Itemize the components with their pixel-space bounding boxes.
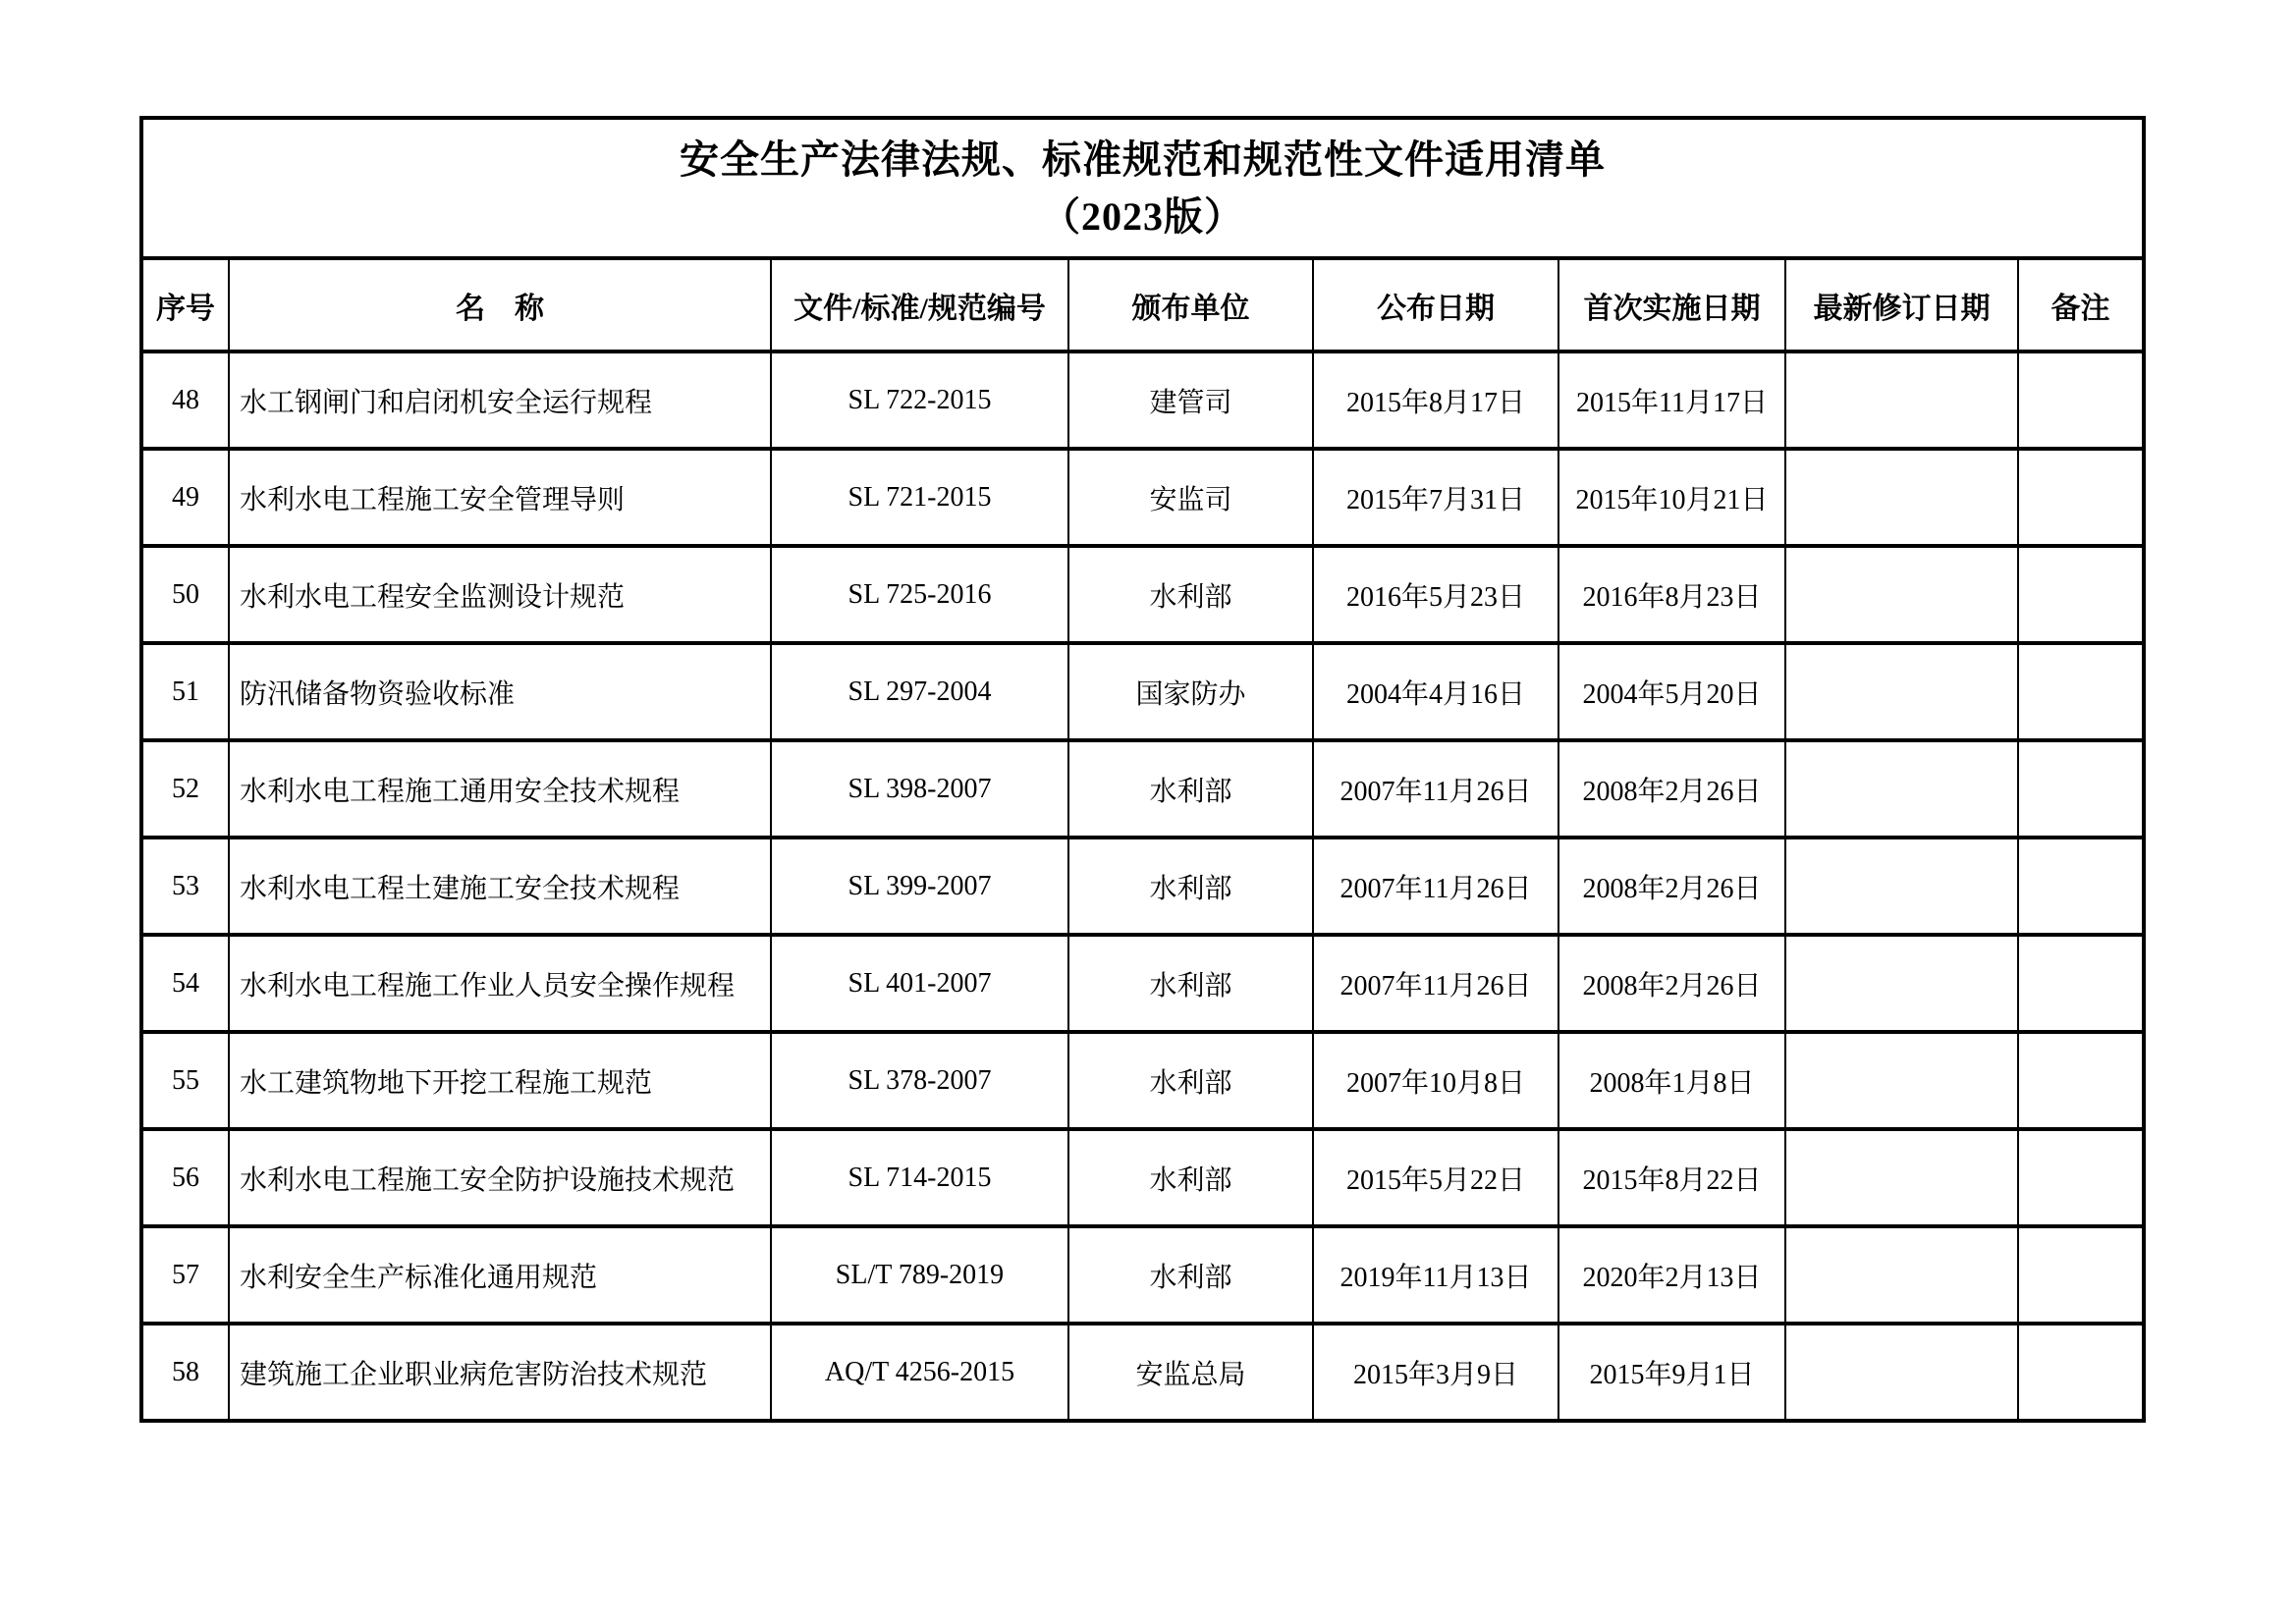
first-impl-date-cell: 2004年5月20日	[1558, 643, 1785, 740]
first-impl-date-cell: 2015年11月17日	[1558, 352, 1785, 449]
table-row	[141, 1226, 2144, 1324]
publish-date-cell: 2007年11月26日	[1313, 935, 1558, 1032]
first-impl-date-cell: 2015年8月22日	[1558, 1129, 1785, 1226]
unit-cell: 水利部	[1068, 740, 1313, 838]
code-cell: SL 714-2015	[771, 1129, 1068, 1226]
row-number-cell: 48	[141, 352, 229, 449]
revision-date-cell	[1785, 838, 2018, 935]
revision-date-cell	[1785, 1129, 2018, 1226]
remark-cell	[2018, 740, 2144, 838]
name-cell: 水利安全生产标准化通用规范	[229, 1226, 771, 1324]
table-row	[141, 1324, 2144, 1421]
row-number-cell: 50	[141, 546, 229, 643]
remark-cell	[2018, 1226, 2144, 1324]
name-cell: 水利水电工程施工通用安全技术规程	[229, 740, 771, 838]
table-row	[141, 1032, 2144, 1129]
column-header-first-impl-date: 首次实施日期	[1558, 258, 1785, 352]
remark-cell	[2018, 643, 2144, 740]
row-number-cell: 58	[141, 1324, 229, 1421]
code-cell: SL 721-2015	[771, 449, 1068, 546]
remark-cell	[2018, 1129, 2144, 1226]
remark-cell	[2018, 935, 2144, 1032]
name-cell: 水工建筑物地下开挖工程施工规范	[229, 1032, 771, 1129]
row-number-cell: 53	[141, 838, 229, 935]
revision-date-cell	[1785, 352, 2018, 449]
row-number-cell: 56	[141, 1129, 229, 1226]
publish-date-cell: 2007年11月26日	[1313, 740, 1558, 838]
publish-date-cell: 2015年5月22日	[1313, 1129, 1558, 1226]
code-cell: SL 725-2016	[771, 546, 1068, 643]
unit-cell: 水利部	[1068, 838, 1313, 935]
revision-date-cell	[1785, 1324, 2018, 1421]
revision-date-cell	[1785, 449, 2018, 546]
table-row	[141, 1129, 2144, 1226]
revision-date-cell	[1785, 1226, 2018, 1324]
first-impl-date-cell: 2008年2月26日	[1558, 935, 1785, 1032]
code-cell: SL/T 789-2019	[771, 1226, 1068, 1324]
publish-date-cell: 2015年8月17日	[1313, 352, 1558, 449]
code-cell: SL 297-2004	[771, 643, 1068, 740]
unit-cell: 水利部	[1068, 1032, 1313, 1129]
publish-date-cell: 2004年4月16日	[1313, 643, 1558, 740]
name-cell: 水利水电工程土建施工安全技术规程	[229, 838, 771, 935]
document-title-line2: （2023版）	[1041, 193, 1244, 239]
code-cell: SL 401-2007	[771, 935, 1068, 1032]
column-header-remark: 备注	[2018, 258, 2144, 352]
table-header-row	[141, 258, 2144, 352]
remark-cell	[2018, 838, 2144, 935]
publish-date-cell: 2007年10月8日	[1313, 1032, 1558, 1129]
unit-cell: 水利部	[1068, 935, 1313, 1032]
name-cell: 水利水电工程安全监测设计规范	[229, 546, 771, 643]
table-row	[141, 352, 2144, 449]
publish-date-cell: 2015年3月9日	[1313, 1324, 1558, 1421]
regulations-table	[139, 116, 2146, 1423]
revision-date-cell	[1785, 643, 2018, 740]
first-impl-date-cell: 2016年8月23日	[1558, 546, 1785, 643]
remark-cell	[2018, 546, 2144, 643]
code-cell: AQ/T 4256-2015	[771, 1324, 1068, 1421]
revision-date-cell	[1785, 1032, 2018, 1129]
column-header-unit: 颁布单位	[1068, 258, 1313, 352]
name-cell: 建筑施工企业职业病危害防治技术规范	[229, 1324, 771, 1421]
document-title-line1: 安全生产法律法规、标准规范和规范性文件适用清单	[680, 136, 1606, 182]
unit-cell: 安监总局	[1068, 1324, 1313, 1421]
name-cell: 水利水电工程施工安全防护设施技术规范	[229, 1129, 771, 1226]
table-body	[141, 352, 2144, 1421]
first-impl-date-cell: 2015年10月21日	[1558, 449, 1785, 546]
revision-date-cell	[1785, 935, 2018, 1032]
first-impl-date-cell: 2008年1月8日	[1558, 1032, 1785, 1129]
name-cell: 水利水电工程施工作业人员安全操作规程	[229, 935, 771, 1032]
row-number-cell: 54	[141, 935, 229, 1032]
column-header-name: 名 称	[229, 258, 771, 352]
unit-cell: 水利部	[1068, 1226, 1313, 1324]
row-number-cell: 52	[141, 740, 229, 838]
publish-date-cell: 2019年11月13日	[1313, 1226, 1558, 1324]
table-row	[141, 935, 2144, 1032]
column-header-code: 文件/标准/规范编号	[771, 258, 1068, 352]
remark-cell	[2018, 1032, 2144, 1129]
name-cell: 防汛储备物资验收标准	[229, 643, 771, 740]
title-row	[141, 118, 2144, 258]
first-impl-date-cell: 2015年9月1日	[1558, 1324, 1785, 1421]
revision-date-cell	[1785, 740, 2018, 838]
publish-date-cell: 2007年11月26日	[1313, 838, 1558, 935]
table-row	[141, 740, 2144, 838]
code-cell: SL 398-2007	[771, 740, 1068, 838]
row-number-cell: 57	[141, 1226, 229, 1324]
column-header-revision-date: 最新修订日期	[1785, 258, 2018, 352]
document-title	[141, 118, 2144, 258]
table-row	[141, 449, 2144, 546]
remark-cell	[2018, 352, 2144, 449]
table-row	[141, 838, 2144, 935]
unit-cell: 建管司	[1068, 352, 1313, 449]
revision-date-cell	[1785, 546, 2018, 643]
table-row	[141, 546, 2144, 643]
code-cell: SL 378-2007	[771, 1032, 1068, 1129]
remark-cell	[2018, 449, 2144, 546]
publish-date-cell: 2015年7月31日	[1313, 449, 1558, 546]
column-header-publish-date: 公布日期	[1313, 258, 1558, 352]
publish-date-cell: 2016年5月23日	[1313, 546, 1558, 643]
remark-cell	[2018, 1324, 2144, 1421]
unit-cell: 水利部	[1068, 1129, 1313, 1226]
code-cell: SL 399-2007	[771, 838, 1068, 935]
name-cell: 水工钢闸门和启闭机安全运行规程	[229, 352, 771, 449]
name-cell: 水利水电工程施工安全管理导则	[229, 449, 771, 546]
first-impl-date-cell: 2008年2月26日	[1558, 740, 1785, 838]
first-impl-date-cell: 2008年2月26日	[1558, 838, 1785, 935]
column-header-num: 序号	[141, 258, 229, 352]
unit-cell: 国家防办	[1068, 643, 1313, 740]
code-cell: SL 722-2015	[771, 352, 1068, 449]
row-number-cell: 55	[141, 1032, 229, 1129]
row-number-cell: 49	[141, 449, 229, 546]
table-row	[141, 643, 2144, 740]
unit-cell: 水利部	[1068, 546, 1313, 643]
first-impl-date-cell: 2020年2月13日	[1558, 1226, 1785, 1324]
unit-cell: 安监司	[1068, 449, 1313, 546]
row-number-cell: 51	[141, 643, 229, 740]
